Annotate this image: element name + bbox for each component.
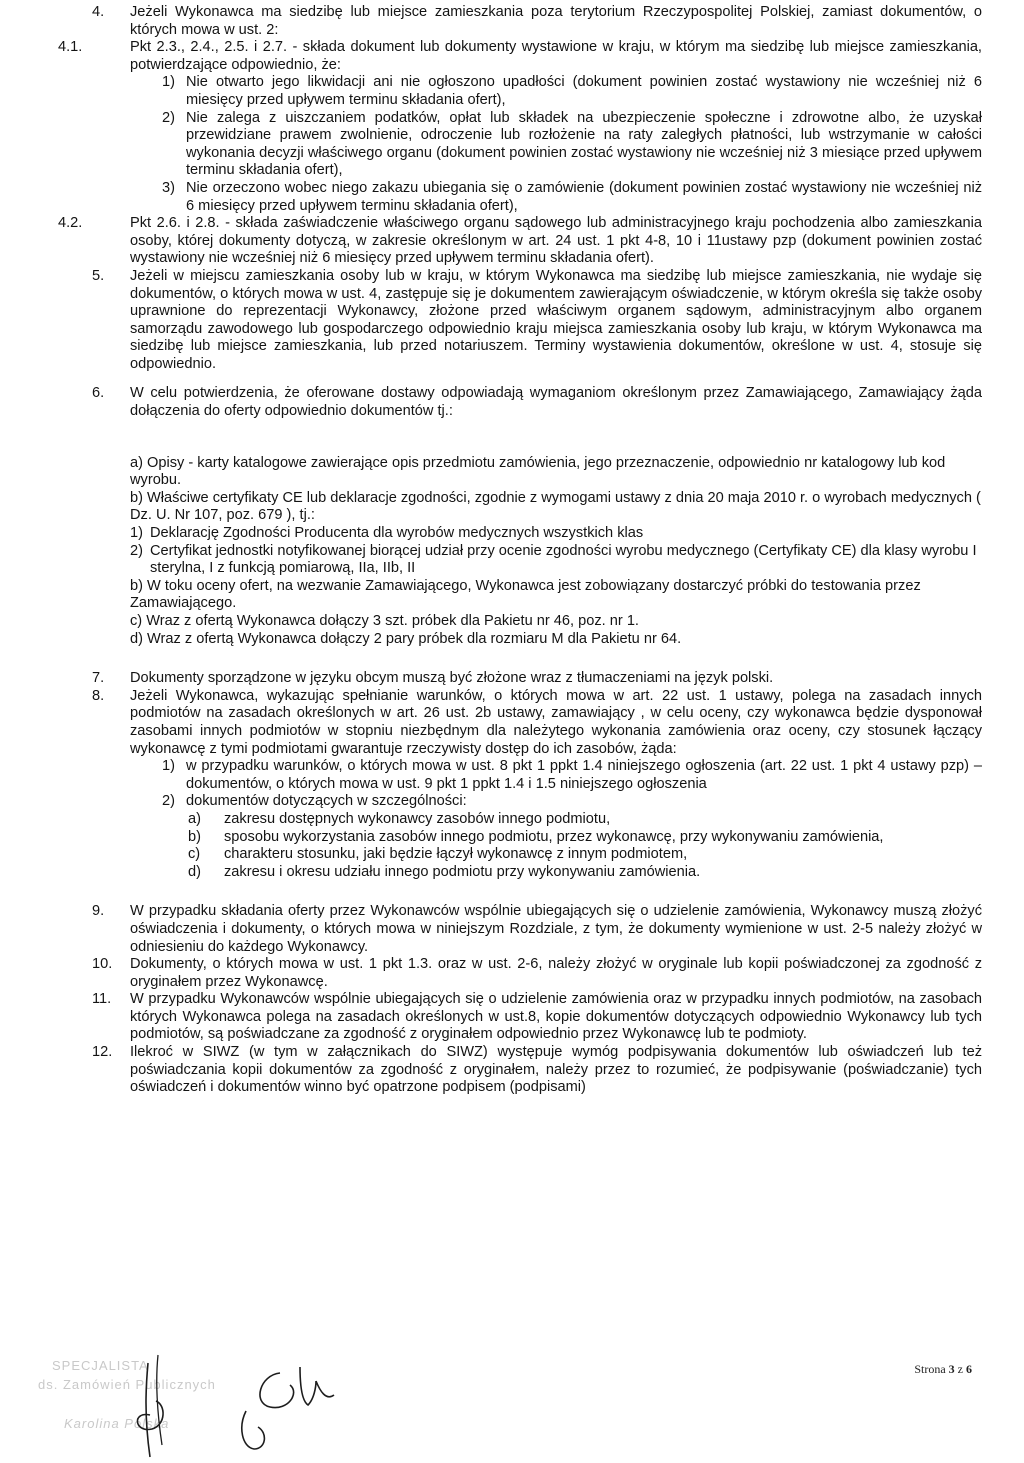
paragraph-number: 11. [92, 991, 112, 1008]
paragraph-4 [92, 4, 982, 39]
item-text: zakresu dostępnych wykonawcy zasobów innego podmiotu, [224, 810, 611, 827]
paragraph-4-2 [58, 215, 982, 268]
paragraph-6c [92, 613, 982, 631]
item-text: Certyfikat jednostki notyfikowanej biorącej udział przy ocenie zgodności wyrobu medycznego (Certyfikaty CE) dla klasy wyrobu I sterylna, I z funkcją pomiarową, IIa, IIb, II [150, 542, 977, 577]
paragraph-text: Ilekroć w SIWZ (w tym w załącznikach do SIWZ) występuje wymóg podpisywania dokumentów lub oświadczeń lub też poświadczania kopii dokumentów za zgodność z oryginałem, należy przez to rozumieć, że podpisywanie (poświadczanie) tych oświadczeń i dokumentów winno być opatrzone podpisem (podpisami) [130, 1044, 982, 1096]
paragraph-text: a) Opisy - karty katalogowe zawierające opis przedmiotu zamówienia, jego przeznaczenie, odpowiednio nr katalogowy lub kod wyrobu. [130, 454, 946, 489]
paragraph-5 [92, 268, 982, 374]
paragraph-6b [92, 490, 982, 525]
handwritten-signature [130, 1345, 360, 1460]
paragraph-number: 5. [92, 267, 105, 284]
paragraph-number: 4.2. [58, 215, 83, 232]
paragraph-text: Pkt 2.6. i 2.8. - składa zaświadczenie właściwego organu sądowego lub administracyjnego kraju pochodzenia albo zamieszkania osoby, której dokumenty dotyczą, w zakresie określonym w art. 24 ust. 1 pkt 4-8, 10 i 11ustawy pzp (dokument powinien zostać wystawiony nie wcześniej niż 6 miesięcy przed upływem terminu składania ofert). [130, 215, 982, 267]
paragraph-10 [92, 956, 982, 991]
list-item [92, 110, 982, 180]
paragraph-text: d) Wraz z ofertą Wykonawca dołączy 2 pary próbek dla rozmiaru M dla Pakietu nr 64. [130, 630, 682, 647]
paragraph-text: b) W toku oceny ofert, na wezwanie Zamawiającego, Wykonawca jest zobowiązany dostarczyć próbki do testowania przez Zamawiającego. [130, 577, 921, 612]
item-letter: a) [188, 810, 201, 827]
stamp-line: SPECJALISTA [52, 1358, 149, 1373]
paragraph-text: c) Wraz z ofertą Wykonawca dołączy 3 szt. próbek dla Pakietu nr 46, poz. nr 1. [130, 613, 639, 629]
paragraph-7 [92, 670, 982, 688]
item-number: 1) [162, 74, 175, 91]
paragraph-text: W celu potwierdzenia, że oferowane dostawy odpowiadają wymaganiom określonym przez Zamawiającego, Zamawiający żąda dołączenia do oferty odpowiednio dokumentów tj.: [130, 385, 982, 420]
item-number: 2) [162, 109, 175, 126]
paragraph-text: Jeżeli Wykonawca ma siedzibę lub miejsce zamieszkania poza terytorium Rzeczypospolitej Polskiej, zamiast dokumentów, o których mowa w ust. 2: [130, 4, 982, 38]
current-page: 3 [948, 1362, 955, 1376]
item-text: Nie zalega z uiszczaniem podatków, opłat lub składek na ubezpieczenie społeczne i zdrowotne albo, że uzyskał przewidziane prawem zwolnienie, odroczenie lub rozłożenie na raty zaległych płatności, lub wstrzymanie w całości wykonania decyzji właściwego organu (dokument powinien zostać wystawiony nie wcześniej niż 3 miesiące przed upływem terminu składania ofert), [186, 109, 982, 179]
paragraph-6 [92, 385, 982, 420]
item-letter: b) [188, 828, 201, 845]
list-item [92, 525, 982, 543]
list-item [92, 829, 982, 847]
item-text: dokumentów dotyczących w szczególności: [186, 793, 467, 810]
item-number: 1) [130, 525, 143, 542]
item-text: w przypadku warunków, o których mowa w ust. 8 pkt 1 ppkt 1.4 niniejszego ogłoszenia (art. 22 ust. 1 pkt 4 ustawy pzp) – dokumentów, o których mowa w ust. 9 pkt 1 ppkt 1.4 i 1.5 niniejszego ogłoszenia [186, 758, 982, 792]
page-footer [914, 1362, 972, 1377]
paragraph-9 [92, 903, 982, 956]
item-text: Nie otwarto jego likwidacji ani nie ogłoszono upadłości (dokument powinien zostać wystawiony nie wcześniej niż 6 miesięcy przed upływem terminu składania ofert), [186, 74, 982, 108]
document-body [58, 4, 982, 1097]
item-number: 2) [162, 793, 175, 810]
paragraph-number: 9. [92, 903, 105, 920]
list-item [92, 74, 982, 109]
item-number: 3) [162, 179, 175, 196]
list-item [92, 793, 982, 811]
paragraph-text: Dokumenty sporządzone w języku obcym muszą być złożone wraz z tłumaczeniami na język polski. [130, 670, 774, 687]
paragraph-number: 6. [92, 385, 105, 402]
item-text: sposobu wykorzystania zasobów innego podmiotu, przez wykonawcę, przy wykonywaniu zamówienia, [224, 828, 884, 845]
paragraph-text: Jeżeli w miejscu zamieszkania osoby lub w kraju, w którym Wykonawca ma siedzibę lub miejsce zamieszkania, nie wydaje się dokumentów, o których mowa w ust. 4, zastępuje się je dokumentem zawierającym oświadczenie, w którym określa się także osoby uprawnione do reprezentacji Wykonawcy, złożone przed właściwym organem sądowym, administracyjnym albo organem samorządu zawodowego lub gospodarczego odpowiednio kraju miejsca zamieszkania osoby lub kraju, w którym Wykonawca ma siedzibę lub miejsce zamieszkania, lub przed notariuszem. Terminy wystawienia dokumentów, określone w ust. 4, stosuje się odpowiednio. [130, 267, 982, 372]
paragraph-12 [92, 1044, 982, 1097]
paragraph-text: Pkt 2.3., 2.4., 2.5. i 2.7. - składa dokument lub dokumenty wystawione w kraju, w którym ma siedzibę lub miejsce zamieszkania, potwierdzające odpowiednio, że: [130, 39, 982, 73]
list-item [92, 811, 982, 829]
item-text: charakteru stosunku, jaki będzie łączył wykonawcę z innym podmiotem, [224, 846, 688, 863]
list-item [92, 864, 982, 882]
paragraph-text: Jeżeli Wykonawca, wykazując spełnianie warunków, o których mowa w art. 22 ust. 1 ustawy, polega na zasadach innych podmiotów na zasadach określonych w art. 26 ust. 2b ustawy, zamawiający , w celu oceny, czy wykonawca będzie dysponował zasobami innych podmiotów w stopniu niezbędnym dla należytego wykonania zamówienia oraz oceny, czy stosunek łączący wykonawcę z tymi podmiotami gwarantuje rzeczywisty dostęp do ich zasobów, żąda: [130, 687, 982, 757]
list-item [92, 846, 982, 864]
paragraph-11 [92, 991, 982, 1044]
list-item [92, 543, 982, 578]
item-letter: d) [188, 863, 201, 880]
list-item [92, 758, 982, 793]
paragraph-8 [92, 688, 982, 758]
item-text: Nie orzeczono wobec niego zakazu ubiegania się o zamówienie (dokument powinien zostać wystawiony nie wcześniej niż 6 miesięcy przed upływem terminu składania ofert), [186, 179, 982, 214]
paragraph-text: W przypadku Wykonawców wspólnie ubiegających się o udzielenie zamówienia oraz w przypadku innych podmiotów, na zasobach których Wykonawca polega na zasadach określonych w ust.8, kopie dokumentów dotyczących odpowiednio Wykonawcy lub tych podmiotów, są poświadczane za zgodność z oryginałem odpowiednio przez Wykonawcę lub te podmioty. [130, 991, 982, 1043]
paragraph-number: 4.1. [58, 39, 83, 56]
item-letter: c) [188, 846, 201, 863]
paragraph-6d [92, 631, 982, 649]
item-number: 1) [162, 758, 175, 775]
paragraph-6b2 [92, 578, 982, 613]
paragraph-text: b) Właściwe certyfikaty CE lub deklaracje zgodności, zgodnie z wymogami ustawy z dnia 20 maja 2010 r. o wyrobach medycznych ( Dz. U. Nr 107, poz. 679 ), tj.: [130, 489, 981, 524]
footer-prefix: Strona [914, 1362, 949, 1376]
paragraph-number: 4. [92, 4, 105, 20]
paragraph-number: 12. [92, 1044, 113, 1061]
paragraph-4-1 [58, 39, 982, 74]
footer-separator: z [954, 1362, 966, 1376]
paragraph-text: Dokumenty, o których mowa w ust. 1 pkt 1.3. oraz w ust. 2-6, należy złożyć w oryginale lub kopii poświadczonej za zgodność z oryginałem przez Wykonawcę. [130, 956, 982, 990]
paragraph-number: 10. [92, 956, 113, 973]
paragraph-number: 7. [92, 670, 105, 687]
item-text: Deklarację Zgodności Producenta dla wyrobów medycznych wszystkich klas [150, 525, 644, 542]
paragraph-6a [92, 455, 982, 490]
item-text: zakresu i okresu udziału innego podmiotu przy wykonywaniu zamówienia. [224, 863, 701, 880]
stamp-line: ds. Zamówień Publicznych [38, 1377, 216, 1392]
list-item [92, 180, 982, 215]
paragraph-number: 8. [92, 687, 105, 704]
paragraph-text: W przypadku składania oferty przez Wykonawców wspólnie ubiegających się o udzielenie zamówienia, Wykonawcy muszą złożyć oświadczenia i dokumenty, o których mowa w niniejszym Rozdziale, z tym, że dokumenty wymienione w ust. 2-5 należy złożyć w odniesieniu do każdego Wykonawcy. [130, 903, 982, 955]
stamp-line: Karolina Polska [64, 1416, 170, 1431]
total-pages: 6 [966, 1362, 972, 1376]
item-number: 2) [130, 542, 143, 559]
